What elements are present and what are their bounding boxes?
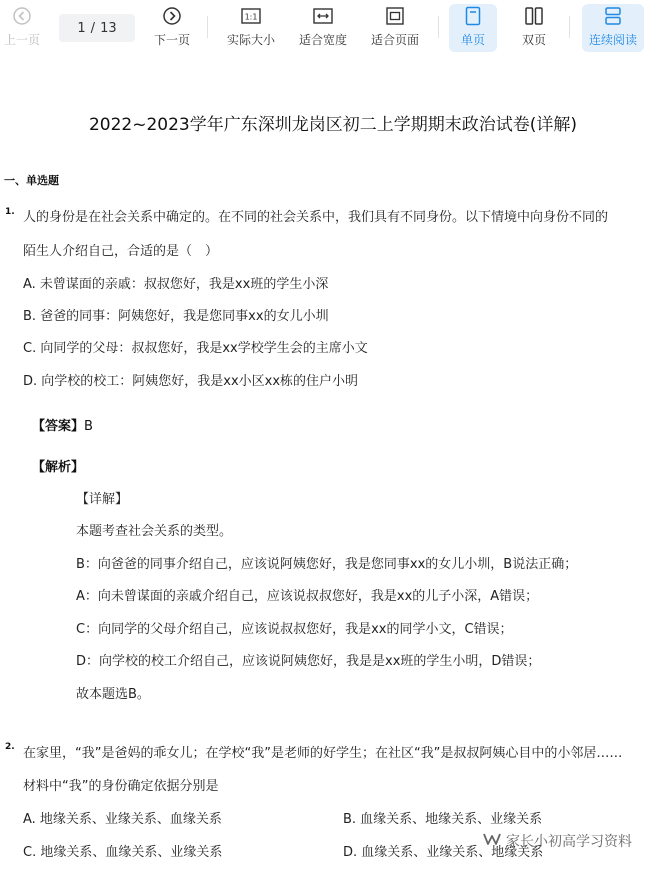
option-d: D. 血缘关系、业缘关系、地缘关系 [343,845,544,860]
detail-line: 本题考查社会关系的类型。 [76,524,233,539]
toolbar-divider [569,16,570,38]
detail-label: 【详解】 [76,492,129,507]
actual-size-label: 实际大小 [226,33,275,47]
page-number-input[interactable] [59,14,135,42]
detail-line: A：向未曾谋面的亲戚介绍自己，应该说叔叔您好，我是xx的儿子小深，A错误； [76,589,539,604]
option-c: C. 向同学的父母：叔叔您好，我是xx学校学生会的主席小文 [23,341,368,356]
option-a: A. 地缘关系、业缘关系、血缘关系 [23,812,222,827]
continuous-read-button[interactable] [582,4,644,52]
watermark [482,831,632,851]
arrow-left-circle-icon [12,4,32,28]
single-page-icon [465,4,481,28]
fit-page-icon [386,4,404,28]
question-number: 1. [5,207,15,217]
prev-page-button[interactable] [2,4,42,52]
page-separator: / [90,20,96,36]
answer [32,415,93,434]
document-title: 2022~2023学年广东深圳龙岗区初二上学期期末政治试卷(详解) [88,115,578,135]
question-stem: 在家里，“我”是爸妈的乖女儿；在学校“我”是老师的好学生；在社区“我”是叔叔阿姨心目中的小邻居…… [23,746,623,761]
option-d: D. 向学校的校工：阿姨您好，我是xx小区xx栋的住户小明 [23,374,359,389]
fit-page-button[interactable] [367,4,423,52]
question-number: 2. [5,742,15,752]
next-page-button[interactable] [150,4,194,52]
actual-size-icon [241,4,261,28]
prev-page-label: 上一页 [3,33,40,47]
answer-label: 【答案】 [32,419,85,434]
fit-width-button[interactable] [295,4,351,52]
toolbar-divider [438,16,439,38]
svg-text:1:1: 1:1 [244,12,258,22]
question-stem: 陌生人介绍自己，合适的是（ ） [23,244,219,259]
fit-width-icon [313,4,333,28]
total-pages: 13 [100,20,117,36]
fit-width-label: 适合宽度 [298,33,347,47]
option-b: B. 爸爸的同事：阿姨您好，我是您同事xx的女儿小圳 [23,309,329,324]
analysis-label: 【解析】 [32,460,85,475]
detail-line: D：向学校的校工介绍自己，应该说阿姨您好，我是是xx班的学生小明，D错误； [76,654,541,669]
current-page: 1 [77,20,86,36]
watermark-text: 家长小初高学习资料 [506,834,632,850]
detail-line: 故本题选B。 [76,687,150,702]
continuous-read-label: 连续阅读 [588,33,637,47]
option-a: A. 未曾谋面的亲戚：叔叔您好，我是xx班的学生小深 [23,277,329,292]
arrow-right-circle-icon [162,4,182,28]
detail-line: B：向爸爸的同事介绍自己，应该说阿姨您好，我是您同事xx的女儿小圳，B说法正确； [76,557,578,572]
question-stem: 人的身份是在社会关系中确定的。在不同的社会关系中，我们具有不同身份。以下情境中向身份不同的 [23,210,609,225]
answer-value: B [84,419,93,434]
wechat-channel-icon [482,832,502,850]
single-page-label: 单页 [460,33,485,47]
toolbar-divider [207,16,208,38]
continuous-read-icon [604,4,622,28]
double-page-button[interactable] [511,4,557,52]
question-stem: 材料中“我”的身份确定依据分别是 [23,779,219,794]
option-c: C. 地缘关系、血缘关系、业缘关系 [23,845,223,860]
single-page-button[interactable] [449,4,497,52]
double-page-icon [524,4,544,28]
option-b: B. 血缘关系、地缘关系、业缘关系 [343,812,543,827]
actual-size-button[interactable] [223,4,279,52]
fit-page-label: 适合页面 [370,33,419,47]
next-page-label: 下一页 [153,33,190,47]
viewer-toolbar [0,0,666,58]
detail-line: C：向同学的父母介绍自己，应该说叔叔您好，我是xx的同学小文，C错误； [76,622,513,637]
section-heading: 一、单选题 [4,174,59,187]
double-page-label: 双页 [521,33,546,47]
